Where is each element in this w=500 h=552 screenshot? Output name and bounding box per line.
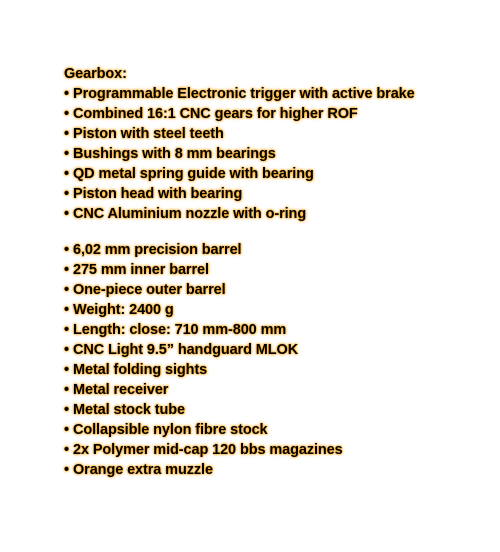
- spec-item: • Metal stock tube: [64, 400, 415, 420]
- section-spacer: [64, 224, 415, 240]
- spec-item: • Collapsible nylon fibre stock: [64, 420, 415, 440]
- spec-item: • CNC Light 9.5” handguard MLOK: [64, 340, 415, 360]
- spec-item: • Metal receiver: [64, 380, 415, 400]
- spec-item: • Length: close: 710 mm-800 mm: [64, 320, 415, 340]
- spec-item: • Piston with steel teeth: [64, 124, 415, 144]
- spec-item: • 6,02 mm precision barrel: [64, 240, 415, 260]
- spec-item: • Weight: 2400 g: [64, 300, 415, 320]
- spec-item: • One-piece outer barrel: [64, 280, 415, 300]
- spec-item: • 2x Polymer mid-cap 120 bbs magazines: [64, 440, 415, 460]
- spec-item: • QD metal spring guide with bearing: [64, 164, 415, 184]
- spec-item: • 275 mm inner barrel: [64, 260, 415, 280]
- spec-item: • Orange extra muzzle: [64, 460, 415, 480]
- spec-item: • Combined 16:1 CNC gears for higher ROF: [64, 104, 415, 124]
- general-spec-list: [64, 240, 415, 480]
- spec-item: • Bushings with 8 mm bearings: [64, 144, 415, 164]
- spec-item: • CNC Aluminium nozzle with o-ring: [64, 204, 415, 224]
- spec-sheet: [64, 64, 415, 480]
- gearbox-heading: Gearbox:: [64, 66, 127, 82]
- spec-item: • Programmable Electronic trigger with active brake: [64, 84, 415, 104]
- gearbox-spec-list: [64, 84, 415, 224]
- spec-item: • Metal folding sights: [64, 360, 415, 380]
- spec-item: • Piston head with bearing: [64, 184, 415, 204]
